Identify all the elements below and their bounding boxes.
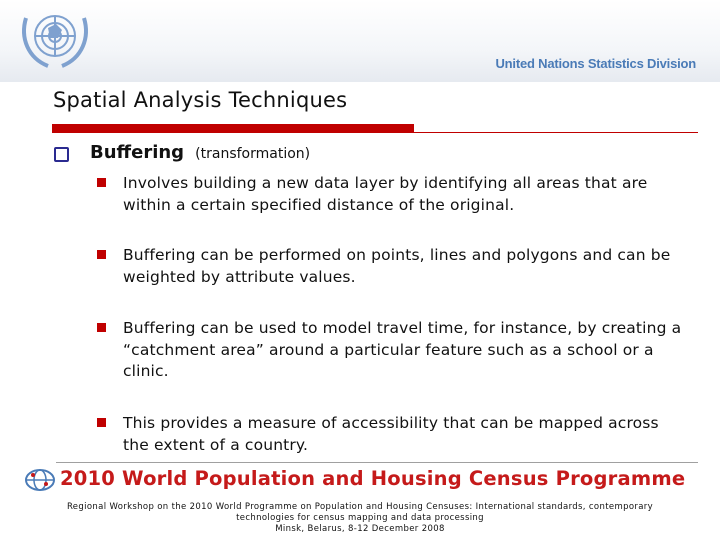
census-programme-title: 2010 World Population and Housing Census Programme bbox=[60, 467, 686, 490]
title-underline bbox=[52, 124, 698, 133]
workshop-caption bbox=[0, 502, 720, 535]
footer-divider bbox=[56, 462, 698, 463]
workshop-line: Regional Workshop on the 2010 World Programme on Population and Housing Censuses: International standards, contemporary bbox=[66, 502, 654, 512]
list-item-text: Involves building a new data layer by identifying all areas that are within a certain specified distance of the original. bbox=[123, 174, 648, 214]
checkbox-bullet-icon bbox=[54, 147, 69, 166]
list-item-text: Buffering can be performed on points, lines and polygons and can be weighted by attribute values. bbox=[123, 246, 671, 286]
census-programme-banner bbox=[22, 466, 698, 494]
workshop-line: technologies for census mapping and data processing bbox=[236, 513, 484, 523]
square-bullet-icon bbox=[97, 323, 106, 332]
main-bullet-heading bbox=[90, 142, 310, 163]
list-item-text: Buffering can be used to model travel time, for instance, by creating a “catchment area” around a particular feature such as a school or a clinic. bbox=[123, 319, 682, 380]
slide-header bbox=[0, 0, 720, 82]
census-globe-icon bbox=[24, 468, 56, 492]
square-bullet-icon bbox=[97, 418, 106, 427]
square-bullet-icon bbox=[97, 178, 106, 187]
buffering-heading: Buffering bbox=[90, 142, 185, 163]
transformation-note: (transformation) bbox=[195, 146, 311, 162]
workshop-line: Minsk, Belarus, 8-12 December 2008 bbox=[275, 524, 445, 534]
square-bullet-icon bbox=[97, 250, 106, 259]
slide-title: Spatial Analysis Techniques bbox=[53, 88, 348, 112]
un-emblem-icon bbox=[18, 8, 92, 72]
list-item-text: This provides a measure of accessibility that can be mapped across the extent of a country. bbox=[123, 414, 659, 454]
org-name: United Nations Statistics Division bbox=[495, 56, 696, 71]
